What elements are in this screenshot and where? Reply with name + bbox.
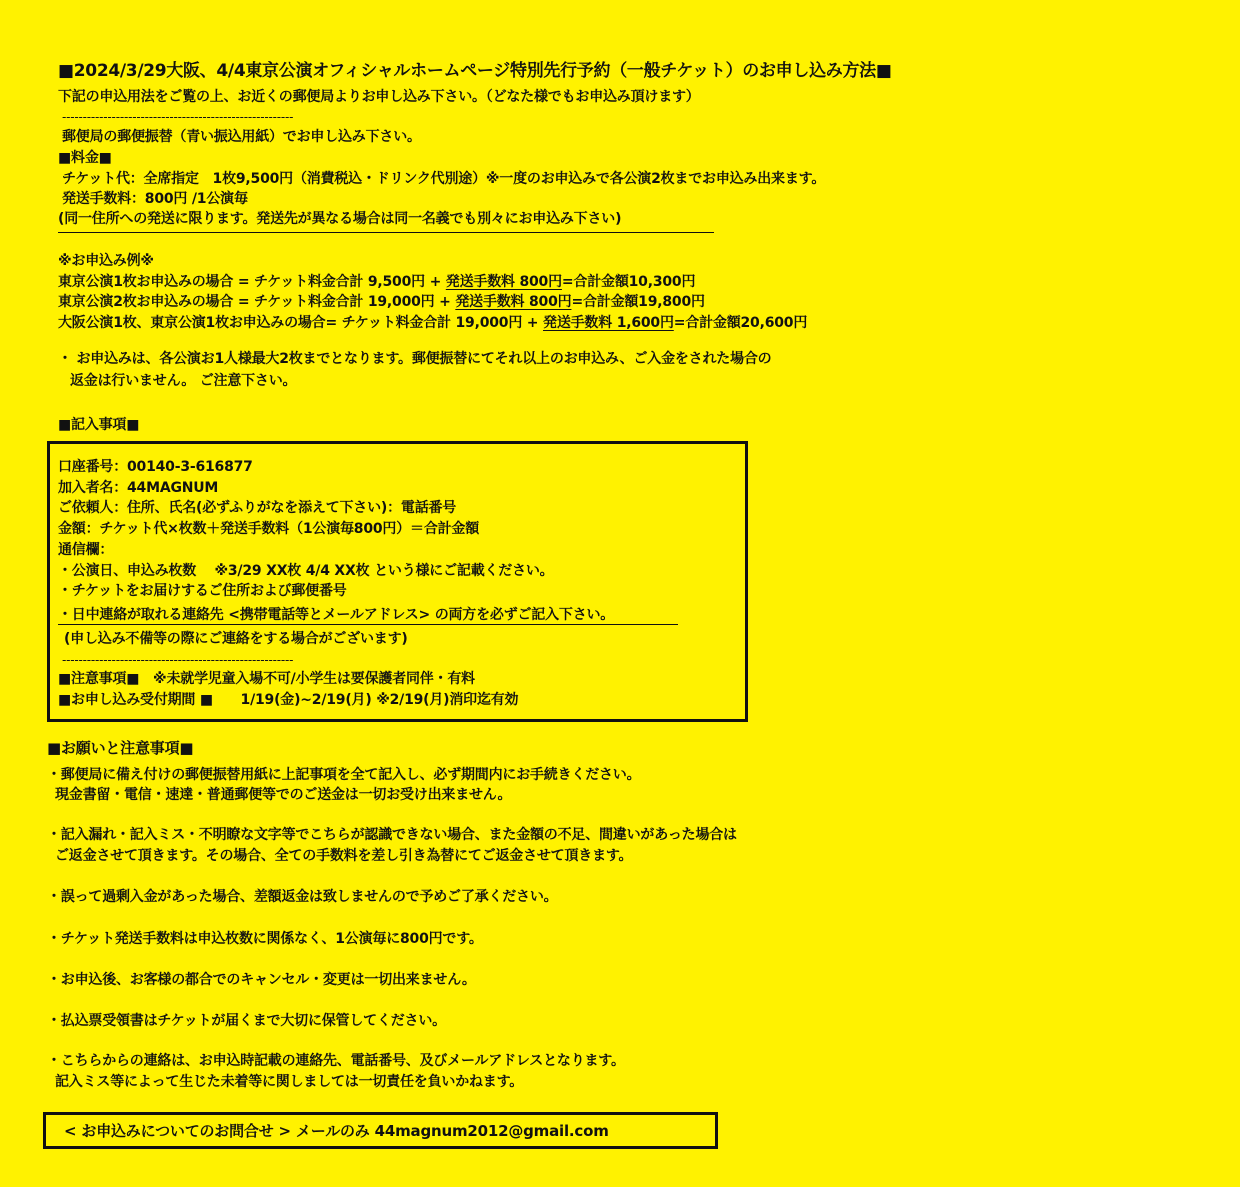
limit-text-1: ・ お申込みは、各公演お1人様最大2枚までとなります。郵便振替にてそれ以上のお申込み、ご入金をされた場合の	[58, 351, 772, 367]
note-item: ・お申込後、お客様の都合でのキャンセル・変更は一切出来ません。	[47, 972, 476, 988]
note-item: ・チケット発送手数料は申込枚数に関係なく、1公演毎に800円です。	[47, 931, 483, 947]
fee-heading: ■料金■	[58, 150, 112, 166]
example-row	[58, 314, 807, 332]
note-item: ・払込票受領書はチケットが届くまで大切に保管してください。	[47, 1013, 446, 1029]
shipping-note-text: (同一住所への発送に限ります。発送先が異なる場合は同一名義でも別々にお申込み下さい)	[58, 211, 622, 227]
message-item-address: ・チケットをお届けするご住所および郵便番号	[58, 583, 347, 599]
example-row-pre: 大阪公演1枚、東京公演1枚お申込みの場合= チケット料金合計 19,000円 +	[58, 315, 544, 331]
example-row-pre: 東京公演2枚お申込みの場合 = チケット料金合計 19,000円 +	[58, 294, 456, 310]
example-row	[58, 293, 705, 311]
shipping-fee-text: 発送手数料：800円 /1公演毎	[62, 191, 248, 207]
message-item-date: ・公演日、申込み枚数 ※3/29 XX枚 4/4 XX枚 という様にご記載ください。	[58, 563, 554, 579]
caution-text: ■注意事項■ ※未就学児童入場不可/小学生は要保護者同伴・有料	[58, 671, 475, 687]
example-row-pre: 東京公演1枚お申込みの場合 = チケット料金合計 9,500円 +	[58, 274, 446, 290]
example-row-post: =合計金額20,600円	[673, 315, 808, 331]
note-item-cont: 現金書留・電信・速達・普通郵便等でのご送金は一切お受け出来ません。	[55, 787, 512, 803]
intro-text: 下記の申込用法をご覧の上、お近くの郵便局よりお申し込み下さい。（どなた様でもお申込み頂けます）	[58, 89, 700, 105]
application-period: ■お申し込み受付期間 ■ 1/19(金)~2/19(月) ※2/19(月)消印迄有効	[58, 692, 519, 708]
requester-info: ご依頼人：住所、氏名(必ずふりがなを添えて下さい)：電話番号	[58, 500, 457, 516]
example-row	[58, 273, 695, 291]
payment-method-text: 郵便局の郵便振替（青い振込用紙）でお申し込み下さい。	[62, 129, 421, 145]
note-item: ・郵便局に備え付けの郵便振替用紙に上記事項を全て記入し、必ず期間内にお手続きください。	[47, 767, 641, 783]
contact-note: (申し込み不備等の際にご連絡をする場合がございます)	[64, 631, 408, 647]
example-row-fee: 発送手数料 800円	[455, 294, 572, 310]
note-item-cont: ご返金させて頂きます。その場合、全ての手数料を差し引き為替にてご返金させて頂きます。	[55, 848, 633, 864]
entry-divider: --------------------------------------------------------	[62, 653, 294, 667]
entry-heading: ■記入事項■	[58, 417, 140, 433]
note-item: ・記入漏れ・記入ミス・不明瞭な文字等でこちらが認識できない場合、また金額の不足、間違いがあった場合は	[47, 827, 737, 843]
subscriber-name: 加入者名：44MAGNUM	[58, 480, 219, 496]
example-row-fee: 発送手数料 800円	[445, 274, 562, 290]
limit-text-2: 返金は行いません。 ご注意下さい。	[70, 373, 297, 389]
contact-email[interactable]: < お申込みについてのお問合せ > メールのみ 44magnum2012@gmail.com	[64, 1122, 609, 1140]
divider-top: --------------------------------------------------------	[62, 110, 294, 124]
example-row-post: =合計金額10,300円	[561, 274, 696, 290]
message-item-contact: ・日中連絡が取れる連絡先 <携帯電話等とメールアドレス> の両方を必ずご記入下さい。	[58, 607, 615, 623]
examples-heading: ※お申込み例※	[58, 253, 154, 269]
page-title: ■2024/3/29大阪、4/4東京公演オフィシャルホームページ特別先行予約（一般チケット）のお申し込み方法■	[58, 61, 892, 81]
note-item-cont: 記入ミス等によって生じた未着等に関しましては一切責任を負いかねます。	[55, 1074, 524, 1090]
account-number: 口座番号：00140-3-616877	[58, 459, 253, 475]
notes-heading: ■お願いと注意事項■	[47, 739, 194, 757]
contact-underline	[58, 624, 678, 625]
ticket-price-text: チケット代：全席指定 1枚9,500円（消費税込・ドリンク代別途）※一度のお申込みで各公演2枚までお申込み出来ます。	[62, 171, 826, 187]
message-field-label: 通信欄：	[58, 542, 114, 558]
amount-info: 金額：チケット代×枚数＋発送手数料（1公演毎800円）＝合計金額	[58, 521, 480, 537]
example-row-fee: 発送手数料 1,600円	[543, 315, 674, 331]
note-item: ・誤って過剰入金があった場合、差額返金は致しませんので予めご了承ください。	[47, 889, 558, 905]
shipping-note-underline	[58, 232, 714, 233]
note-item: ・こちらからの連絡は、お申込時記載の連絡先、電話番号、及びメールアドレスとなります。	[47, 1053, 625, 1069]
example-row-post: =合計金額19,800円	[571, 294, 705, 310]
